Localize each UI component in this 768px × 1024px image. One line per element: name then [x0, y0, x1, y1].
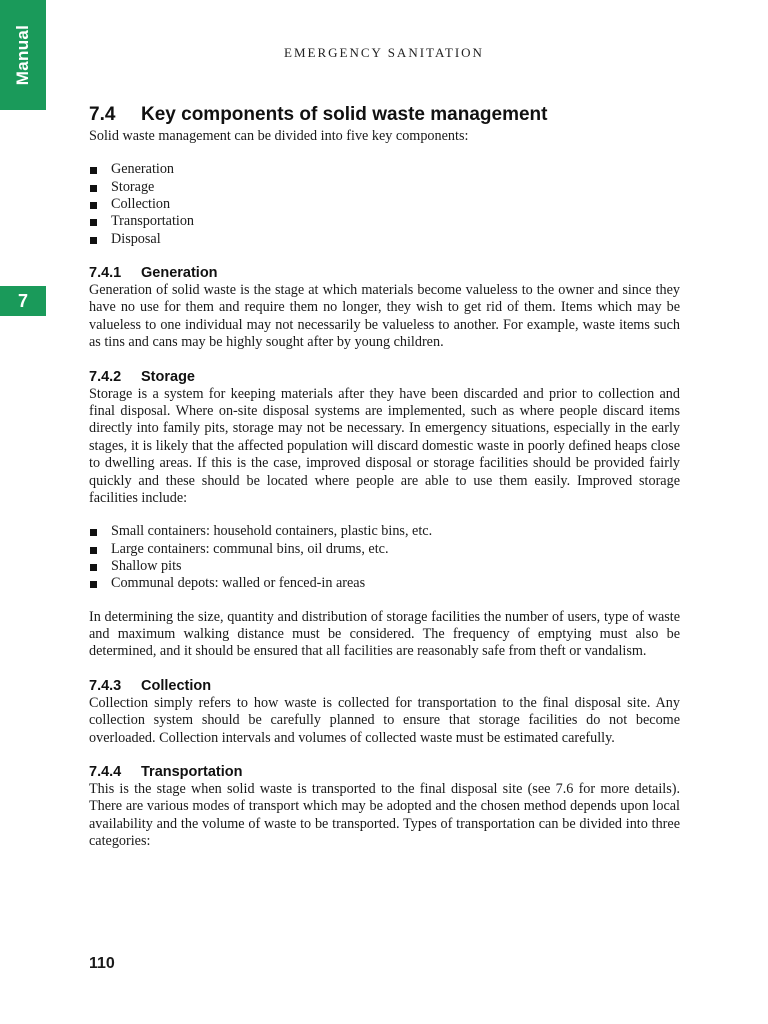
subsection-title: Collection — [141, 677, 212, 694]
subsection-number: 7.4.4 — [89, 763, 122, 780]
list-item: Generation — [89, 161, 680, 178]
chapter-tab-label: 7 — [17, 290, 28, 311]
section-number: 7.4 — [89, 104, 116, 125]
list-item: Shallow pits — [89, 558, 680, 575]
section-heading — [89, 102, 680, 128]
collection-text: Collection simply refers to how waste is collected for transportation to the final disposal site. Any collection system should be carefully planned to ensure that storage facilities do not become overloaded. Collection intervals and volumes of collected waste must be estimated carefully. — [89, 694, 680, 746]
manual-tab-label: Manual — [13, 24, 32, 86]
section-title: Key components of solid waste management — [141, 104, 548, 125]
subsection-title: Storage — [141, 368, 195, 385]
generation-text: Generation of solid waste is the stage at which materials become valueless to the owner and since they have no use for them and require them no longer, they wish to get rid of them. Items which may be valueless to one individual may not necessarily be valueless to another. For example, waste items such as tins and cans may be highly sought after by young children. — [89, 281, 680, 351]
subsection-number: 7.4.3 — [89, 677, 122, 694]
list-item: Communal depots: walled or fenced-in areas — [89, 575, 680, 592]
storage-text-2: In determining the size, quantity and distribution of storage facilities the number of users, type of waste and maximum walking distance must be considered. The frequency of emptying must also be determined, and it should be ensured that all facilities are reasonably safe from theft or vandalism. — [89, 608, 680, 660]
subsection-number: 7.4.2 — [89, 368, 122, 385]
section-intro: Solid waste management can be divided into five key components: — [89, 128, 469, 144]
subsection-title: Transportation — [141, 763, 243, 780]
transportation-text: This is the stage when solid waste is transported to the final disposal site (see 7.6 for more details). There are various modes of transport which may be adopted and the chosen method depends upon local availability and the volume of waste to be transported. Types of transportation can be divided into three categories: — [89, 780, 680, 850]
list-item: Large containers: communal bins, oil drums, etc. — [89, 541, 680, 558]
components-list — [89, 161, 680, 247]
list-item: Transportation — [89, 213, 680, 230]
list-item: Small containers: household containers, plastic bins, etc. — [89, 523, 680, 540]
storage-heading — [89, 368, 680, 386]
list-item: Disposal — [89, 231, 680, 248]
subsection-title: Generation — [141, 264, 218, 281]
transportation-heading — [89, 763, 680, 781]
generation-heading — [89, 264, 680, 282]
page-number: 110 — [89, 955, 115, 972]
subsection-number: 7.4.1 — [89, 264, 122, 281]
running-header: EMERGENCY SANITATION — [284, 45, 484, 60]
page-content — [89, 102, 680, 851]
storage-text: Storage is a system for keeping materials after they have been discarded and prior to collection and final disposal. Where on-site disposal systems are implemented, such as where people discard items directly into family pits, storage may not be necessary. In emergency situations, especially in the early stages, it is likely that the affected population will discard domestic waste in poorly defined heaps close to dwelling areas. If this is the case, improved disposal or storage facilities should be provided fairly quickly and these should be located where people are able to use them easily. Improved storage facilities include: — [89, 385, 680, 506]
chapter-side-tab — [0, 286, 46, 316]
list-item: Storage — [89, 179, 680, 196]
collection-heading — [89, 677, 680, 695]
storage-facilities-list — [89, 523, 680, 592]
list-item: Collection — [89, 196, 680, 213]
